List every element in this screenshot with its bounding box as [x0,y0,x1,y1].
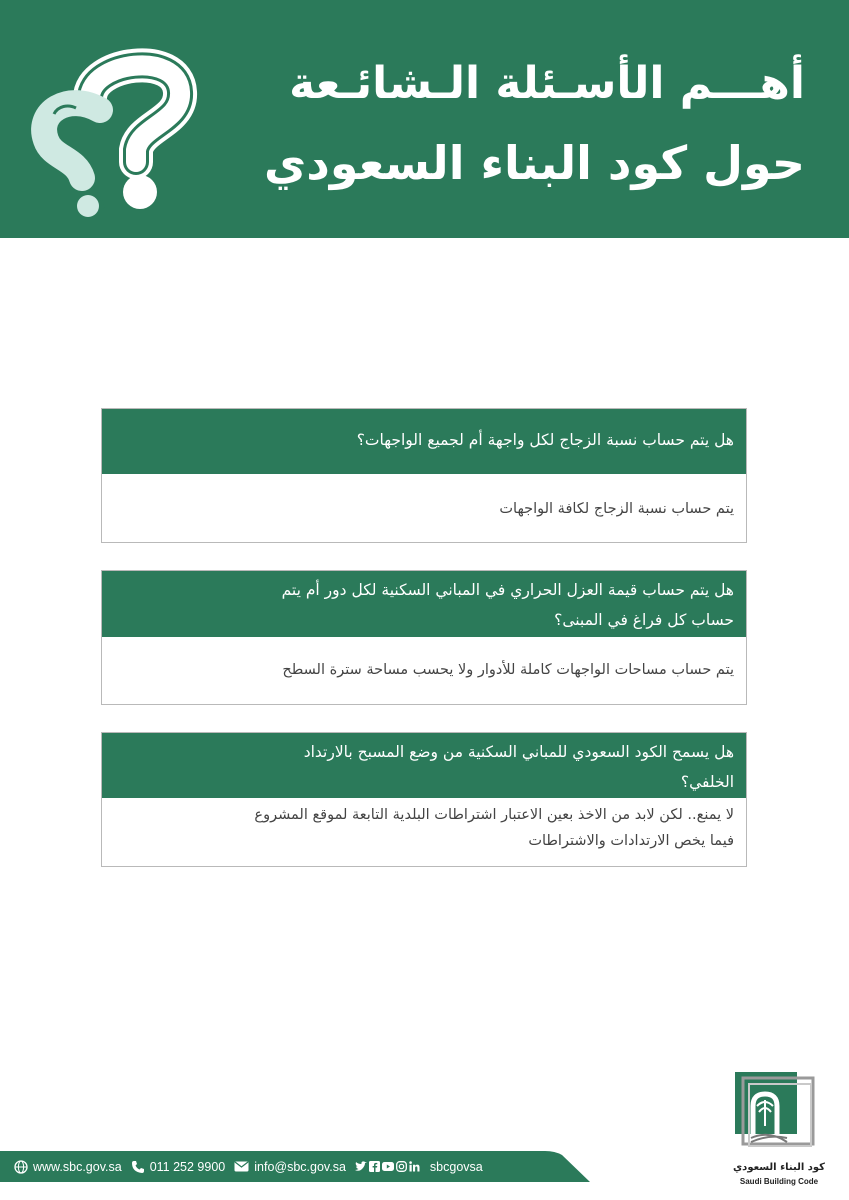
footer-website-text: www.sbc.gov.sa [33,1159,122,1174]
footer-contacts [14,1151,492,1182]
faq-answer-1: يتم حساب نسبة الزجاج لكافة الواجهات [499,501,734,517]
faq-answer-3-line-2: فيما يخص الارتدادات والاشتراطات [528,833,734,849]
faq-card-1 [101,408,747,543]
twitter-icon[interactable] [355,1161,367,1172]
globe-icon [14,1160,28,1174]
faq-question-1: هل يتم حساب نسبة الزجاج لكل واجهة أم لجميع الواجهات؟ [102,409,746,474]
footer-social-handle: sbcgovsa [429,1159,483,1174]
logo-name-english: Saudi Building Code [739,1177,819,1186]
faq-answer-3-line-1: لا يمنع.. لكن لابد من الاخذ بعين الاعتبار اشتراطات البلدية التابعة لموقع المشروع [254,807,734,823]
footer-phone-text: 011 252 9900 [149,1159,226,1174]
footer-website[interactable] [14,1160,122,1174]
footer-email[interactable] [234,1160,346,1174]
faq-question-3 [102,733,746,798]
faq-card-3 [101,732,747,867]
faq-card-2 [101,570,747,705]
faq-question-2 [102,571,746,637]
header-banner [0,0,849,238]
faq-answer-3 [102,798,746,854]
page-title-line-1: أهـــم الأسـئلة الـشائـعة [289,58,805,109]
linkedin-icon[interactable] [409,1161,420,1172]
faq-question-3-line-2: الخلفي؟ [680,773,734,791]
faq-question-2-line-2: حساب كل فراغ في المبنى؟ [554,611,734,629]
footer-social[interactable] [355,1160,483,1174]
footer-email-text: info@sbc.gov.sa [254,1159,346,1174]
logo-name-arabic: كود البناء السعودي [733,1162,825,1173]
instagram-icon[interactable] [396,1161,407,1172]
question-marks-icon [28,40,198,220]
youtube-icon[interactable] [382,1162,394,1171]
faq-question-3-line-1: هل يسمح الكود السعودي للمباني السكنية من وضع المسبح بالارتداد [303,743,734,761]
faq-answer-2: يتم حساب مساحات الواجهات كاملة للأدوار ولا يحسب مساحة سترة السطح [282,662,734,678]
phone-icon [131,1160,145,1174]
faq-question-2-line-1: هل يتم حساب قيمة العزل الحراري في المباني السكنية لكل دور أم يتم [281,581,734,599]
mail-icon [234,1161,249,1172]
footer-phone[interactable] [131,1160,226,1174]
page-title-line-2: حول كود البناء السعودي [264,136,805,190]
sbc-logo [733,1072,825,1164]
facebook-icon[interactable] [369,1161,380,1172]
